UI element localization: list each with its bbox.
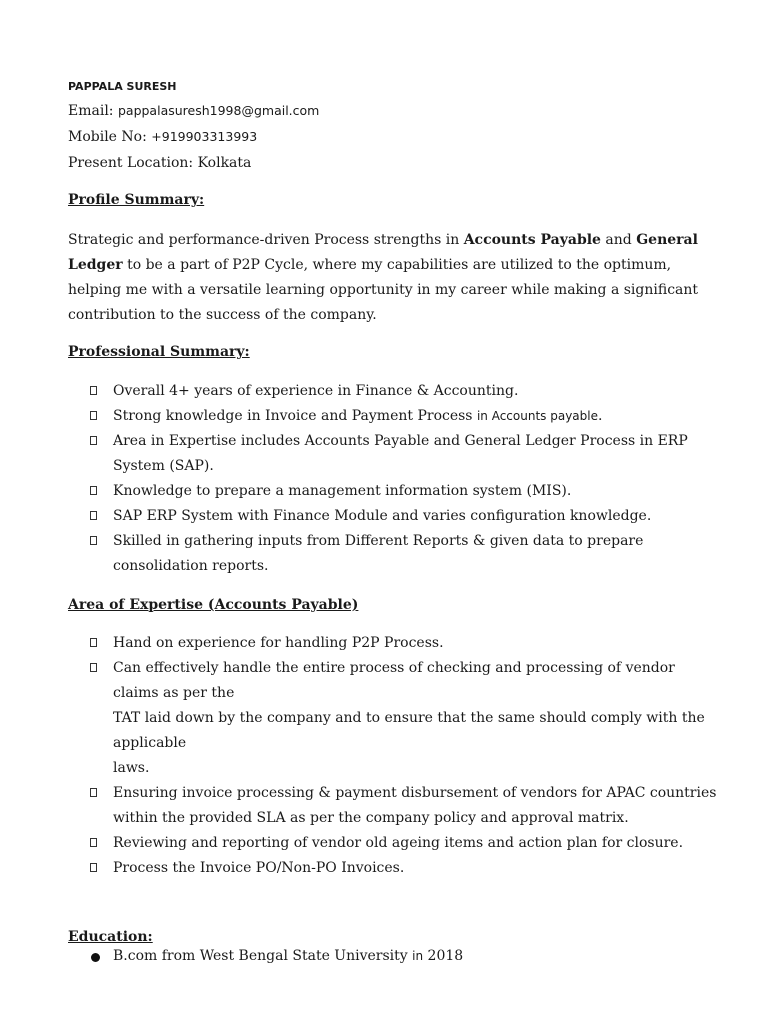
list-item xyxy=(90,631,720,656)
list-item xyxy=(90,379,720,404)
email-value: pappalasuresh1998@gmail.com xyxy=(117,103,320,118)
square-bullet-icon xyxy=(90,863,97,872)
area-of-expertise-list xyxy=(90,631,720,881)
round-bullet-icon xyxy=(91,953,100,962)
list-item-text: Area in Expertise includes Accounts Payable and General Ledger Process in ERP System (SAP). xyxy=(113,433,688,474)
list-item-text: Knowledge to prepare a management information system (MIS). xyxy=(113,483,572,499)
square-bullet-icon xyxy=(90,511,97,520)
list-item xyxy=(90,856,720,881)
list-item-text: Hand on experience for handling P2P Process. xyxy=(113,635,444,651)
list-item xyxy=(90,479,720,504)
profile-text-1: Strategic and performance-driven Process strengths in xyxy=(68,232,464,248)
square-bullet-icon xyxy=(90,486,97,495)
list-item-text: TAT laid down by the company and to ensure that the same should comply with the applicable xyxy=(113,710,705,751)
list-item xyxy=(90,504,720,529)
candidate-name: PAPPALA SURESH xyxy=(68,80,177,93)
profile-bold-accounts-payable: Accounts Payable xyxy=(463,232,601,248)
professional-summary-heading: Professional Summary: xyxy=(68,344,250,360)
profile-summary-heading: Profile Summary: xyxy=(68,192,205,208)
square-bullet-icon xyxy=(90,638,97,647)
list-item-period: . xyxy=(597,408,603,424)
list-item xyxy=(90,831,720,856)
education-in: in xyxy=(412,949,424,963)
list-item-text: Strong knowledge in Invoice and Payment Process xyxy=(113,408,477,424)
profile-text-3: to be a part of P2P Cycle, where my capabilities are utilized to the optimum, helping me with a versatile learning opportunity in my career while making a significant contribution to the success of the company. xyxy=(68,257,699,323)
email-line xyxy=(68,103,319,119)
list-item-suffix: in Accounts payable xyxy=(476,409,598,423)
list-item-text: Ensuring invoice processing & payment disbursement of vendors for APAC countries within the provided SLA as per the company policy and approval matrix. xyxy=(113,785,717,826)
square-bullet-icon xyxy=(90,788,97,797)
list-item xyxy=(90,429,720,479)
square-bullet-icon xyxy=(90,436,97,445)
mobile-line xyxy=(68,129,257,145)
profile-summary-text xyxy=(68,228,708,328)
education-heading: Education: xyxy=(68,929,153,945)
list-item-text: Process the Invoice PO/Non-PO Invoices. xyxy=(113,860,405,876)
list-item xyxy=(90,656,720,781)
email-label: Email: xyxy=(68,103,118,119)
list-item-text: SAP ERP System with Finance Module and varies configuration knowledge. xyxy=(113,508,652,524)
professional-summary-list xyxy=(90,379,720,579)
profile-text-2: and xyxy=(600,232,637,248)
present-location: Present Location: Kolkata xyxy=(68,155,252,171)
mobile-label: Mobile No: xyxy=(68,129,152,145)
square-bullet-icon xyxy=(90,536,97,545)
list-item xyxy=(90,529,720,579)
list-item xyxy=(90,944,720,969)
list-item-text: laws. xyxy=(113,760,150,776)
square-bullet-icon xyxy=(90,411,97,420)
education-degree: B.com from West Bengal State University xyxy=(113,948,413,964)
list-item xyxy=(90,781,720,831)
education-list xyxy=(90,944,720,969)
list-item-text: Skilled in gathering inputs from Different Reports & given data to prepare consolidation reports. xyxy=(113,533,644,574)
square-bullet-icon xyxy=(90,663,97,672)
square-bullet-icon xyxy=(90,838,97,847)
square-bullet-icon xyxy=(90,386,97,395)
education-year: 2018 xyxy=(423,948,464,964)
list-item xyxy=(90,404,720,429)
area-of-expertise-heading: Area of Expertise (Accounts Payable) xyxy=(68,597,359,613)
mobile-value: +919903313993 xyxy=(151,129,258,144)
list-item-text: Reviewing and reporting of vendor old ageing items and action plan for closure. xyxy=(113,835,684,851)
list-item-text: Overall 4+ years of experience in Finance & Accounting. xyxy=(113,383,519,399)
profile-bold-general-ledger: General Ledger xyxy=(68,232,698,273)
list-item-text: Can effectively handle the entire process of checking and processing of vendor claims as per the xyxy=(113,660,675,701)
